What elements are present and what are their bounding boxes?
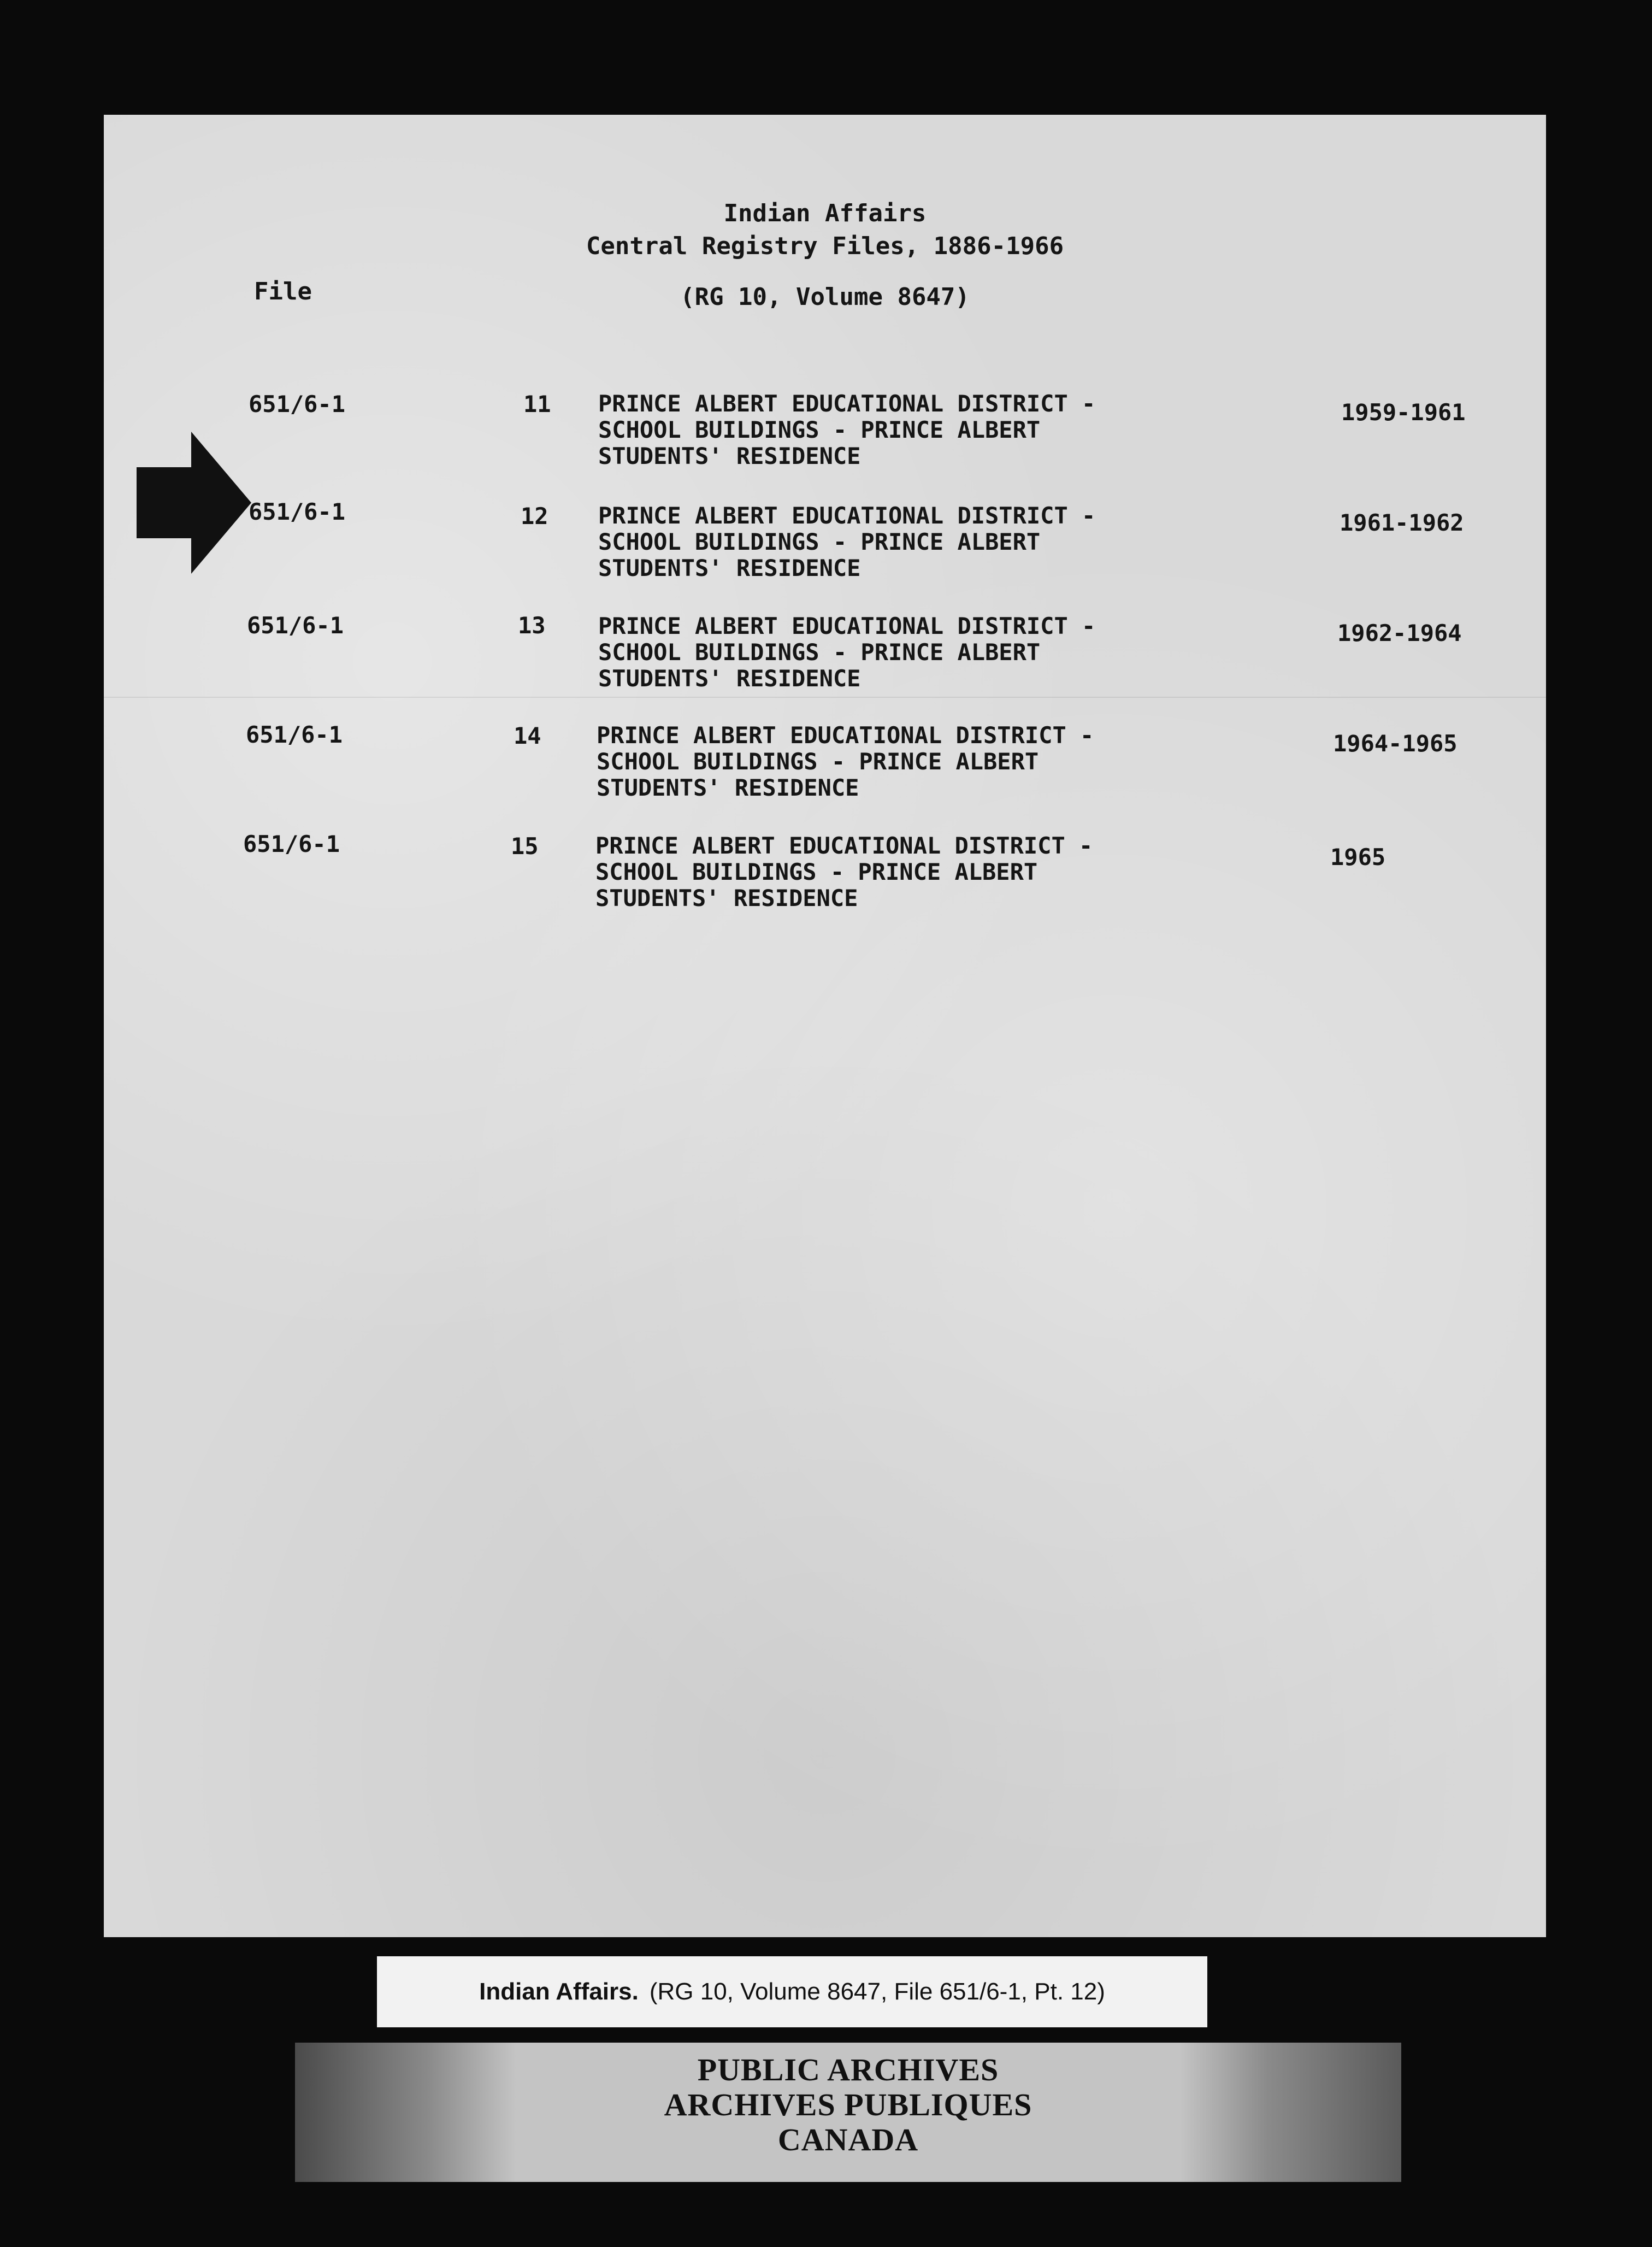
entry-file: 651/6-1: [246, 721, 343, 748]
archives-stamp: [295, 2043, 1401, 2182]
entry-file: 651/6-1: [249, 391, 346, 417]
entry-part: 14: [514, 722, 541, 749]
entry-dates: 1961-1962: [1340, 509, 1464, 536]
entry-file: 651/6-1: [249, 498, 346, 525]
label-reference: (RG 10, Volume 8647, File 651/6-1, Pt. 12): [649, 1978, 1105, 2005]
label-brand: Indian Affairs.: [479, 1978, 639, 2005]
fold-line: [104, 697, 1546, 698]
archive-reference-label: [377, 1956, 1207, 2027]
stamp-text: PUBLIC ARCHIVES ARCHIVES PUBLIQUES CANADA: [664, 2052, 1032, 2157]
file-column-label: File: [254, 278, 312, 305]
entry-description: PRINCE ALBERT EDUCATIONAL DISTRICT - SCHOOL BUILDINGS - PRINCE ALBERT STUDENTS' RESIDENCE: [598, 613, 1096, 692]
entry-description: PRINCE ALBERT EDUCATIONAL DISTRICT - SCHOOL BUILDINGS - PRINCE ALBERT STUDENTS' RESIDENCE: [598, 502, 1096, 581]
header-subtitle: Central Registry Files, 1886-1966: [586, 232, 1064, 260]
arrow-pointer-icon: [126, 432, 251, 574]
header-volume: (RG 10, Volume 8647): [680, 283, 970, 311]
entry-file: 651/6-1: [247, 612, 344, 639]
entry-dates: 1964-1965: [1333, 730, 1458, 757]
entry-dates: 1965: [1330, 844, 1386, 870]
entry-description: PRINCE ALBERT EDUCATIONAL DISTRICT - SCHOOL BUILDINGS - PRINCE ALBERT STUDENTS' RESIDENCE: [598, 390, 1096, 469]
entry-part: 12: [521, 503, 548, 530]
entry-part: 13: [518, 612, 546, 639]
entry-description: PRINCE ALBERT EDUCATIONAL DISTRICT - SCHOOL BUILDINGS - PRINCE ALBERT STUDENTS' RESIDENCE: [595, 832, 1093, 911]
header-title: Indian Affairs: [723, 199, 927, 227]
entry-part: 15: [511, 833, 539, 860]
entry-dates: 1959-1961: [1341, 399, 1466, 426]
entry-description: PRINCE ALBERT EDUCATIONAL DISTRICT - SCHOOL BUILDINGS - PRINCE ALBERT STUDENTS' RESIDENCE: [597, 722, 1094, 801]
entry-file: 651/6-1: [243, 831, 340, 857]
document-page: [104, 115, 1546, 1937]
entry-part: 11: [523, 391, 551, 417]
entry-dates: 1962-1964: [1337, 620, 1462, 646]
